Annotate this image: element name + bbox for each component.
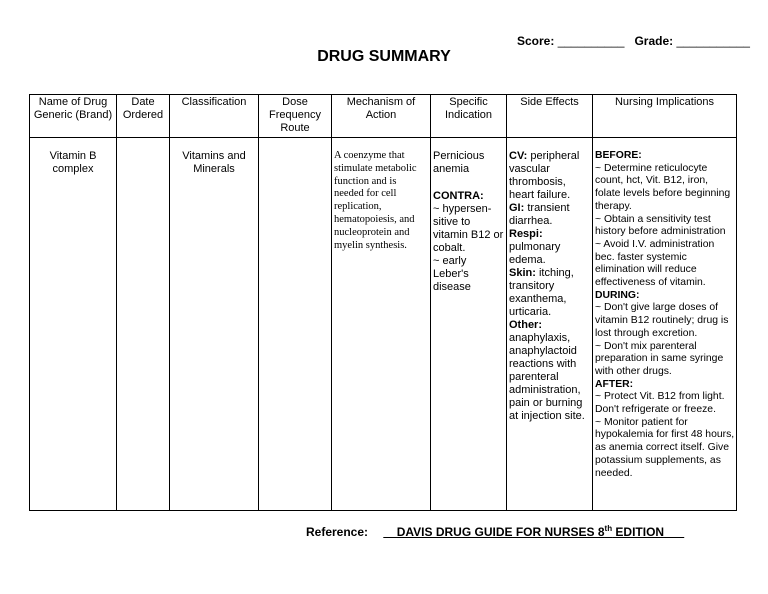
cell-dose <box>259 138 332 511</box>
col-header-side-effects: Side Effects <box>507 95 593 138</box>
page-title <box>0 48 768 66</box>
score-blank: __________ <box>557 34 625 48</box>
cell-classification: Vitamins and Minerals <box>170 138 259 511</box>
col-header-nursing: Nursing Implications <box>593 95 737 138</box>
col-header-mechanism: Mechanism of Action <box>332 95 431 138</box>
col-header-classification: Classification <box>170 95 259 138</box>
col-header-indication: Specific Indication <box>431 95 507 138</box>
side-effect-label: Other: <box>509 319 542 331</box>
side-effect-label: CV: <box>509 150 528 162</box>
grade-label: Grade: <box>634 34 674 48</box>
side-effect-other <box>509 319 590 423</box>
cell-drug-name: Vitamin B complex <box>30 138 117 511</box>
title-text: DRUG SUMMARY <box>317 48 451 65</box>
after-item-2: ~ Monitor patient for hypokalemia for first 48 hours, as anemia correct itself. Give potassium supplements, as needed. <box>595 416 735 479</box>
side-effect-text: transient diarrhea. <box>509 202 570 227</box>
cell-mechanism: A coenzyme that stimulate metabolic function and is needed for cell replication, hematopoiesis, and nucleoprotein and myelin synthesis. <box>332 138 431 511</box>
before-label: BEFORE: <box>595 150 642 161</box>
drug-summary-table <box>29 94 737 511</box>
side-effect-text: anaphylaxis, anaphylactoid reactions with parenteral administration, pain or burning at injection site. <box>509 332 585 422</box>
cell-date-ordered <box>117 138 170 511</box>
side-effect-respi <box>509 228 590 267</box>
reference-source-suffix: EDITION___ <box>612 525 685 539</box>
before-item-2: ~ Obtain a sensitivity test history before administration <box>595 213 726 238</box>
indication-main: Pernicious anemia <box>433 150 485 175</box>
side-effect-gi <box>509 202 590 228</box>
cell-indication <box>431 138 507 511</box>
after-item-1: ~ Protect Vit. B12 from light. Don't refrigerate or freeze. <box>595 391 725 416</box>
reference-source <box>383 525 684 539</box>
side-effect-text: peripheral vascular thrombosis, heart failure. <box>509 150 580 201</box>
contra-label: CONTRA: <box>433 190 484 202</box>
cell-nursing-implications <box>593 138 737 511</box>
cell-side-effects <box>507 138 593 511</box>
reference-source-prefix: __DAVIS DRUG GUIDE FOR NURSES 8 <box>383 525 605 539</box>
side-effect-skin <box>509 267 590 319</box>
col-header-dose: Dose Frequency Route <box>259 95 332 138</box>
before-item-1: ~ Determine reticulocyte count, hct, Vit. B12, iron, folate levels before beginning therapy. <box>595 162 731 212</box>
contra-item-1: ~ hypersen-sitive to vitamin B12 or cobalt. <box>433 203 504 254</box>
reference-source-sup: th <box>604 524 613 533</box>
grade-blank: ___________ <box>676 34 750 48</box>
table-header-row <box>30 95 737 138</box>
col-header-name: Name of Drug Generic (Brand) <box>30 95 117 138</box>
during-label: DURING: <box>595 289 640 301</box>
table-row <box>30 138 737 511</box>
before-item-3: ~ Avoid I.V. administration bec. faster systemic elimination will reduce effectiveness of vitamin. <box>595 238 715 289</box>
side-effect-label: GI: <box>509 202 525 214</box>
side-effect-label: Skin: <box>509 267 536 279</box>
contra-item-2: ~ early Leber's disease <box>433 255 471 293</box>
after-label: AFTER: <box>595 378 634 390</box>
score-grade-line <box>517 34 750 48</box>
during-item-1: ~ Don't give large doses of vitamin B12 routinely; drug is lost through excretion. <box>595 302 729 339</box>
reference-line <box>306 524 684 539</box>
score-label: Score: <box>517 34 555 48</box>
side-effect-cv <box>509 150 590 202</box>
during-item-2: ~ Don't mix parenteral preparation in same syringe with other drugs. <box>595 340 724 377</box>
col-header-date: Date Ordered <box>117 95 170 138</box>
side-effect-label: Respi: <box>509 228 543 240</box>
reference-label: Reference: <box>306 525 369 539</box>
side-effect-text: pulmonary edema. <box>509 241 561 266</box>
side-effect-text: itching, transitory exanthema, urticaria. <box>509 267 574 318</box>
